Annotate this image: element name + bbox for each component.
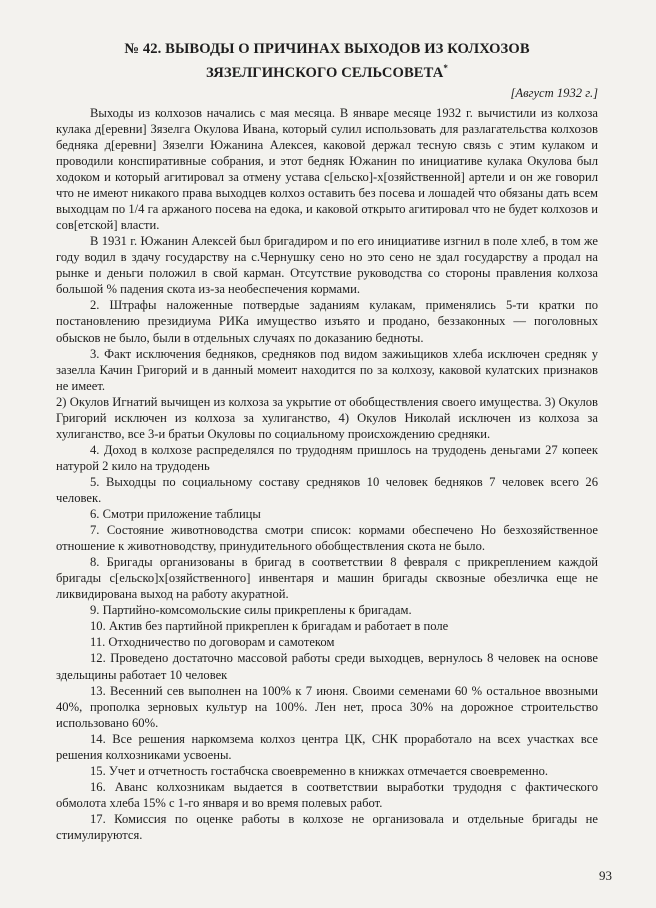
paragraph-17: 17. Комиссия по оценке работы в колхозе не организовала и отдельные бригады не стимулируются.: [56, 811, 598, 842]
paragraph-4: 4. Доход в колхозе распределялся по трудодням пришлось на трудодень деньгами 27 копеек натурой 2 кило на трудодень: [56, 442, 598, 473]
paragraph-16: 16. Аванс колхозникам выдается в соответствии выработки трудодня с фактического обмолота хлеба 15% с 1-го января и во время полевых работ.: [56, 779, 598, 810]
paragraph-3-cont: 2) Окулов Игнатий вычищен из колхоза за укрытие от обобществления своего имущества. 3) Окулов Григорий исключен из колхоза за хулиганство, 4) Окулов Николай исключен из колхоза за хулиганство, все 3-и братьи Окуловы по социальному происхождению средняки.: [56, 394, 598, 441]
title-line-2: ЗЯЗЕЛГИНСКОГО СЕЛЬСОВЕТА: [206, 64, 444, 81]
paragraph-intro: Выходы из колхозов начались с мая месяца. В январе месяце 1932 г. вычистили из колхоза кулака д[еревни] Зязелга Окулова Ивана, который сулил использовать для разлагательства колхозов бедняка д[еревни] Зязелги Южанина Алексея, каковой держал тесную связь с этим кулаком и проводили конспиративные собрания, и этот бедняк Южанин по инициативе кулака Окулова был ходоком и который агитировал за отмену устава с[ельско]-х[озяйственной] артели и он же говорил что не имеют никакого права выходцев колхоз оставить без посева и лошадей что обязаны дать всем выходцам по 1/4 га аржаного посева на едока, и каковой открыто агитировал что не будет колхозов и сов[етской] власти.: [56, 105, 598, 233]
paragraph-10: 10. Актив без партийной прикреплен к бригадам и работает в поле: [90, 619, 449, 634]
paragraph-2: 2. Штрафы наложенные потвердые заданиям кулакам, применялись 5-ти кратки по постановлению президиума РИКа имущество изъято и продано, беззаконных — поголовных обысков не было, были в отдельных случаях по доказанию бедноты.: [56, 298, 598, 345]
page-number: 93: [599, 868, 612, 883]
paragraph-15: 15. Учет и отчетность гостабчска своевременно в книжках отмечается своевременно.: [90, 763, 549, 778]
paragraph-6: 6. Смотри приложение таблицы: [90, 507, 261, 522]
paragraph-5: 5. Выходцы по социальному составу средняков 10 человек бедняков 7 человек всего 26 человек.: [56, 474, 598, 505]
document-title: [56, 40, 598, 83]
paragraph-9: 9. Партийно-комсомольские силы прикреплены к бригадам.: [90, 603, 412, 618]
paragraph-14: 14. Все решения наркомзема колхоз центра ЦК, СНК проработало на всех участках все решения колхозниками усвоены.: [56, 731, 598, 762]
paragraph-11: 11. Отходничество по договорам и самотеком: [90, 635, 335, 650]
document-date: [Август 1932 г.]: [510, 85, 598, 100]
paragraph-13: 13. Весенний сев выполнен на 100% к 7 июня. Своими семенами 60 % остальное ввозными 40%, прополка зерновых культур на 100%. Лен нет, проса 30% на дорожное строительство использовано 60%.: [56, 683, 598, 730]
title-line-1: № 42. ВЫВОДЫ О ПРИЧИНАХ ВЫХОДОВ ИЗ КОЛХОЗОВ: [124, 41, 530, 57]
paragraph-1931: В 1931 г. Южанин Алексей был бригадиром и по его инициативе изгнил в поле хлеб, в том же году водил в здачу государству на с.Чернушку сено но это сено не здал государству а продал на рынке и деньги положил в свой карман. Отсутствие руководства со стороны правления колхоза большой % падения скота из-за необеспечения кормами.: [56, 234, 598, 297]
paragraph-7: 7. Состояние животноводства смотри список: кормами обеспечено Но безхозяйственное отношение к животноводству, принудительного обобществления скота не было.: [56, 523, 598, 554]
footnote-mark: *: [443, 63, 448, 73]
paragraph-3: 3. Факт исключения бедняков, средняков под видом зажиьщиков хлеба исключен средняк у зазелла Качин Григорий и в данный момеит находится по за колхозу, каковой кулатских признаков не имеет.: [56, 346, 598, 393]
document-page: [56, 40, 598, 843]
paragraph-8: 8. Бригады организованы в бригад в соответствии 8 февраля с прикреплением каждой бригады с[ельско]х[озяйственного] инвентаря и машин бригады сквозные обезличка еще не ликвидирована выход на работу акуратной.: [56, 555, 598, 602]
paragraph-12: 12. Проведено достаточно массовой работы среди выходцев, вернулось 8 человек на основе здельщины работает 10 человек: [56, 651, 598, 682]
